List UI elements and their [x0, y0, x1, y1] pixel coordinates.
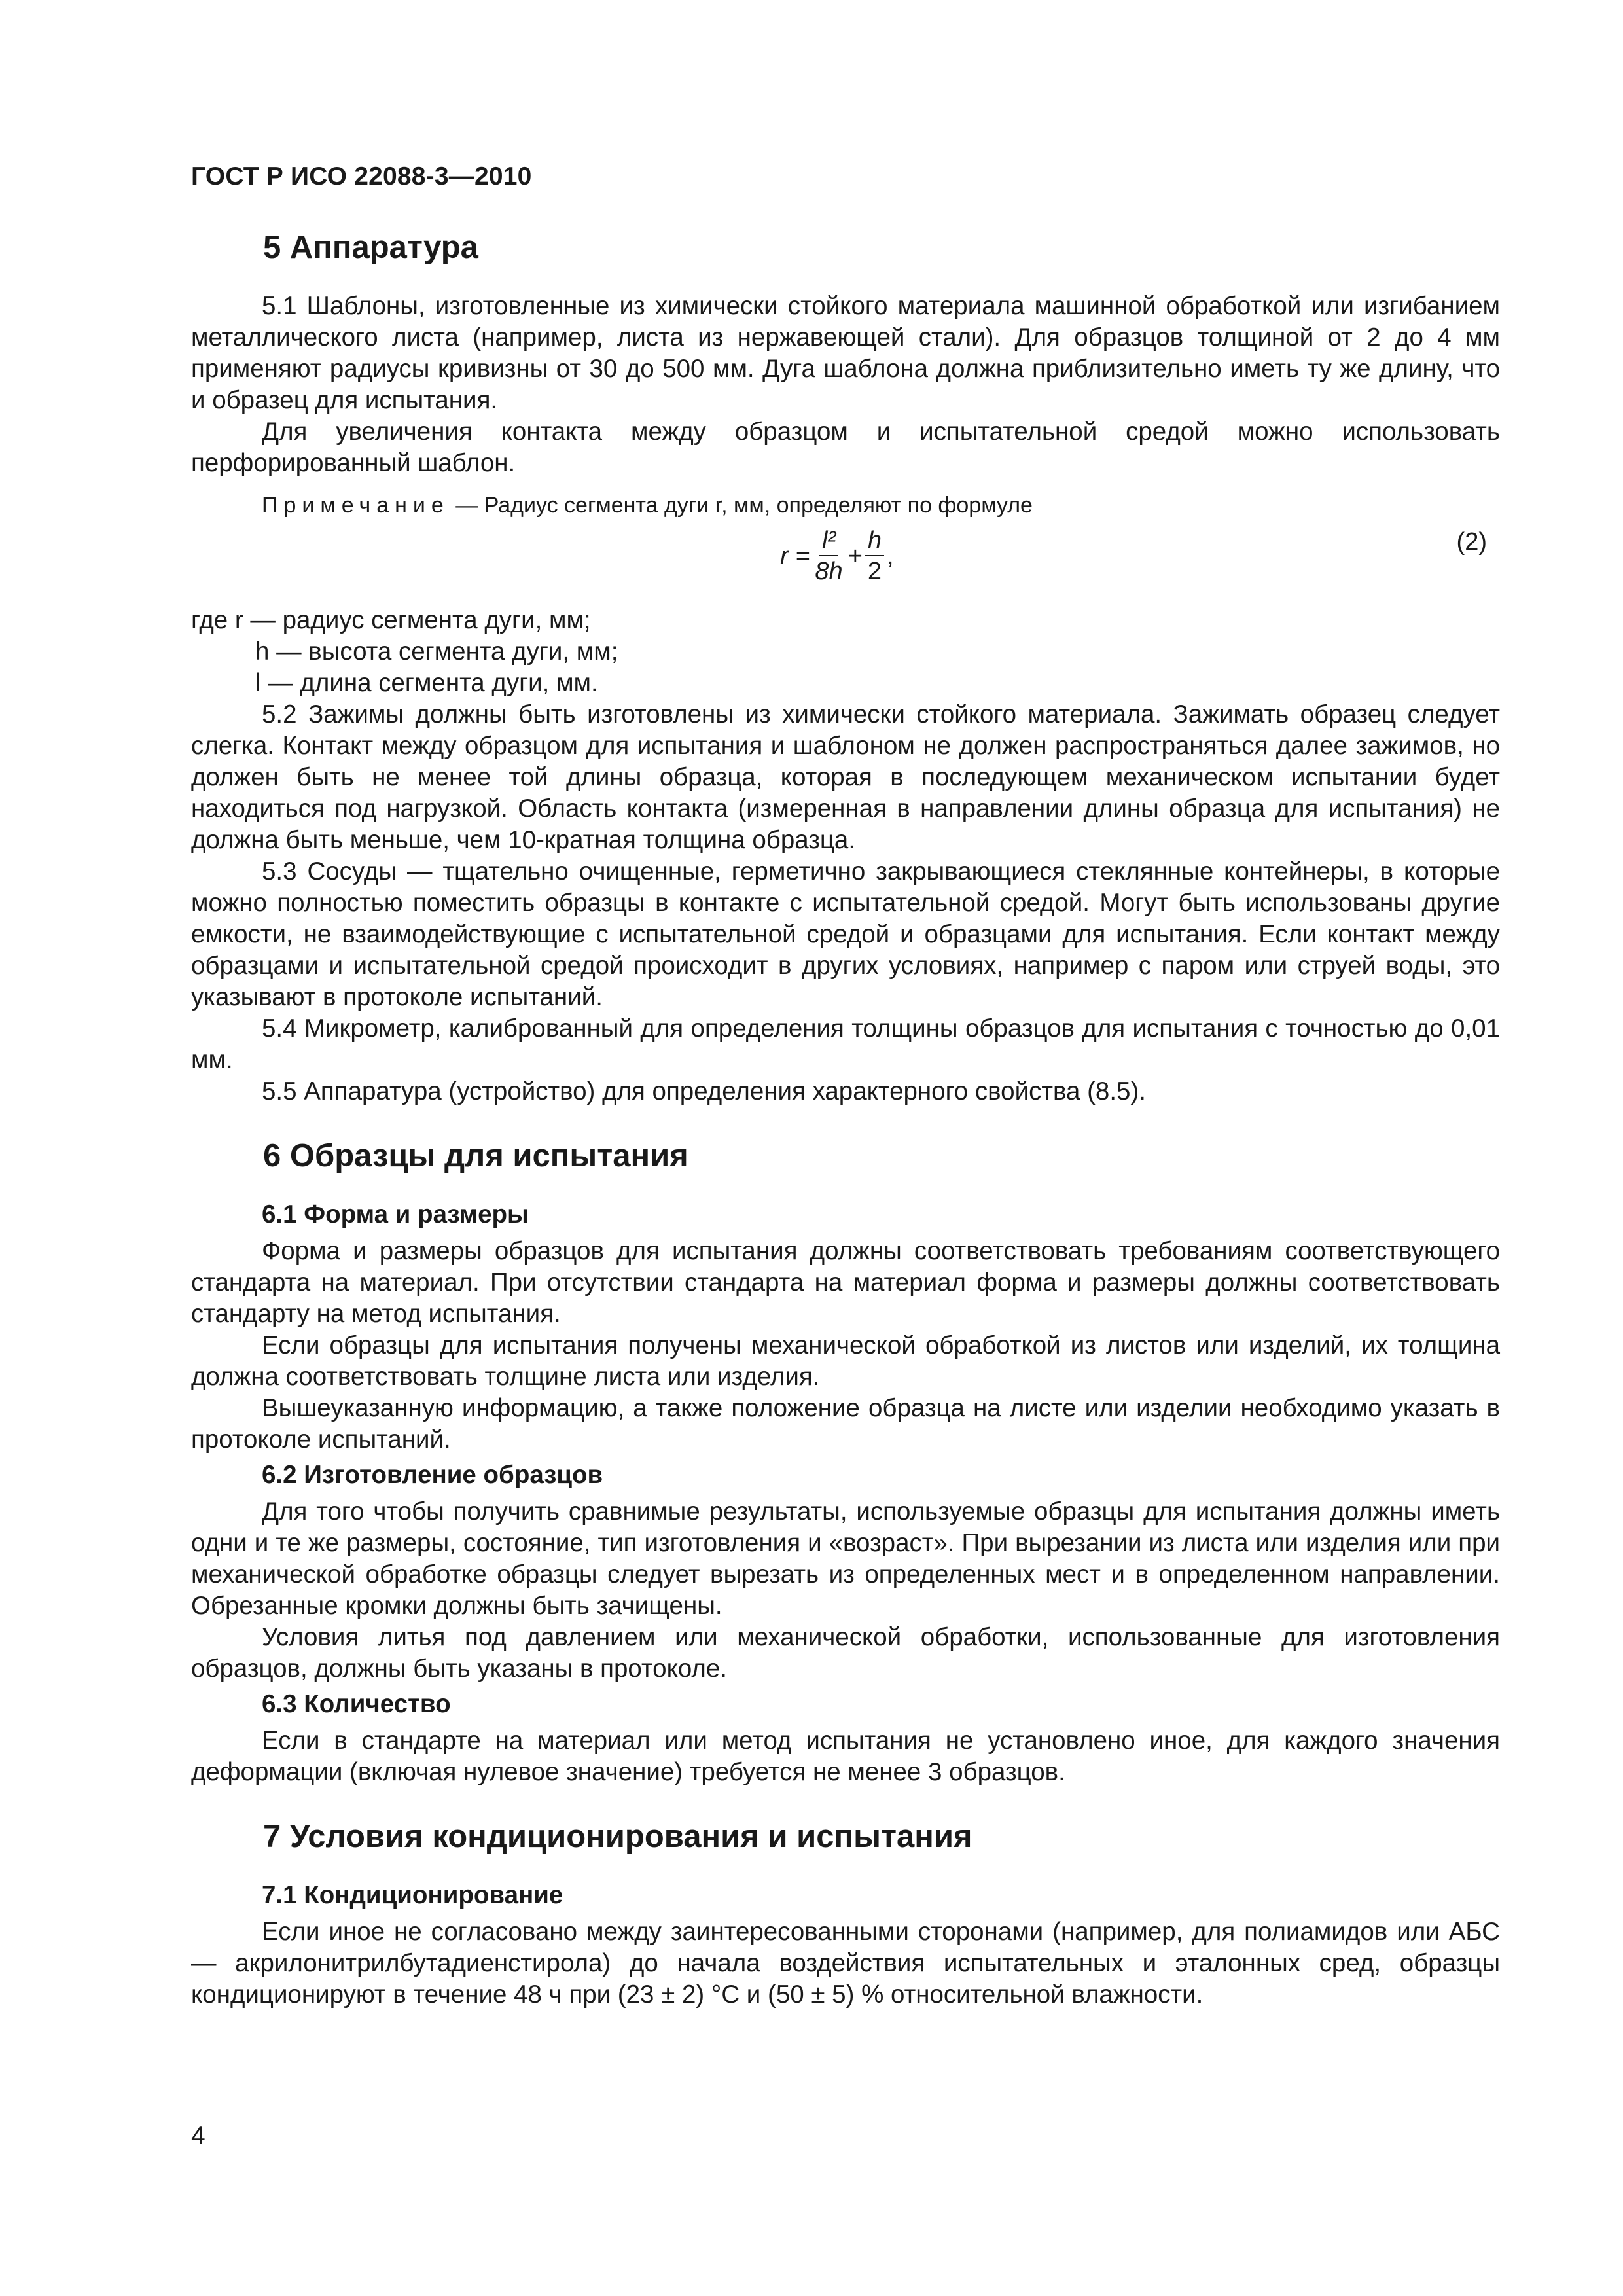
- formula-lhs: r =: [780, 543, 810, 570]
- spacer: [191, 1788, 1500, 1817]
- where-line: l — длина сегмента дуги, мм.: [255, 669, 598, 697]
- section-5-heading: 5 Аппаратура: [263, 230, 478, 265]
- paragraph-6-2-a: Для того чтобы получить сравнимые результаты, используемые образцы для испытания должны иметь одни и те же размеры, состояние, тип изготовления и «возраст». При вырезании из листа или изделия или при механической обработке образцы следует вырезать из определенных мест и в определенном направлении. Обрезанные кромки должны быть зачищены.: [191, 1498, 1500, 1620]
- formula-plus: +: [847, 543, 863, 570]
- where-line: h — высота сегмента дуги, мм;: [255, 637, 618, 666]
- paragraph-5-1: 5.1 Шаблоны, изготовленные из химически стойкого материала машинной обработкой или изгибанием металлического листа (например, листа из нержавеющей стали). Для образцов толщиной от 2 до 4 мм применяют радиусы кривизны от 30 до 500 мм. Дуга шаблона должна приблизительно иметь ту же длину, что и образец для испытания.: [191, 292, 1500, 414]
- paragraph-6-1-a: Форма и размеры образцов для испытания должны соответствовать требованиям соответствующего стандарта на материал. При отсутствии стандарта на материал форма и размеры должны соответствовать стандарту на метод испытания.: [191, 1237, 1500, 1328]
- section-7-heading: 7 Условия кондиционирования и испытания: [263, 1819, 972, 1854]
- subsection-6-1-heading: 6.1 Форма и размеры: [262, 1200, 529, 1229]
- subsection-6-3-heading: 6.3 Количество: [262, 1690, 451, 1718]
- subsection-6-2-heading: 6.2 Изготовление образцов: [262, 1461, 603, 1489]
- paragraph-5-1-perforated: Для увеличения контакта между образцом и испытательной средой можно использовать перфорированный шаблон.: [191, 418, 1500, 477]
- paragraph-6-1-b: Если образцы для испытания получены механической обработкой из листов или изделий, их толщина должна соответствовать толщине листа или изделия.: [191, 1331, 1500, 1391]
- paragraph-6-1-c: Вышеуказанную информацию, а также положение образца на листе или изделии необходимо указать в протоколе испытаний.: [191, 1394, 1500, 1454]
- fraction-l2-8h: [812, 526, 845, 586]
- fraction-denominator: 8h: [815, 558, 843, 585]
- note: [191, 491, 1500, 520]
- formula-block: [191, 522, 1500, 596]
- paragraph-5-3: 5.3 Сосуды — тщательно очищенные, герметично закрывающиеся стеклянные контейнеры, в которые можно полностью поместить образцы в контакте с испытательной средой. Могут быть использованы другие емкости, не взаимодействующие с испытательной средой и образцами для испытания. Если контакт между образцами и испытательной средой происходит в других условиях, например с паром или струей воды, это указывают в протоколе испытаний.: [191, 857, 1500, 1011]
- fraction-denominator: 2: [867, 558, 882, 585]
- spacer: [191, 1107, 1500, 1136]
- equation-number: (2): [1456, 528, 1487, 556]
- subsection-7-1-heading: 7.1 Кондиционирование: [262, 1881, 563, 1909]
- paragraph-6-3: Если в стандарте на материал или метод испытания не установлено иное, для каждого значения деформации (включая нулевое значение) требуется не менее 3 образцов.: [191, 1727, 1500, 1786]
- note-label: Примечание: [262, 493, 450, 518]
- paragraph-6-2-b: Условия литья под давлением или механической обработки, использованные для изготовления образцов, должны быть указаны в протоколе.: [191, 1623, 1500, 1683]
- formula: [780, 526, 894, 586]
- formula-comma: ,: [887, 543, 894, 570]
- document-id: ГОСТ Р ИСО 22088-3—2010: [191, 162, 532, 190]
- paragraph-5-5: 5.5 Аппаратура (устройство) для определения характерного свойства (8.5).: [262, 1077, 1146, 1105]
- note-text: — Радиус сегмента дуги r, мм, определяют по формуле: [449, 493, 1033, 518]
- page-number: 4: [191, 2122, 205, 2150]
- page-content: [191, 228, 1500, 2011]
- paragraph-5-4: 5.4 Микрометр, калиброванный для определения толщины образцов для испытания с точностью до 0,01 мм.: [191, 1014, 1500, 1074]
- paragraph-7-1: Если иное не согласовано между заинтересованными сторонами (например, для полиамидов или АБС — акрилонитрилбутадиенстирола) до начала воздействия испытательных и эталонных сред, образцы кондиционируют в течение 48 ч при (23 ± 2) °С и (50 ± 5) % относительной влажности.: [191, 1918, 1500, 2009]
- where-line: где r — радиус сегмента дуги, мм;: [191, 606, 591, 634]
- section-6-heading: 6 Образцы для испытания: [263, 1138, 688, 1174]
- fraction-h-2: [865, 526, 884, 586]
- fraction-numerator: l²: [819, 526, 838, 556]
- fraction-numerator: h: [865, 526, 884, 556]
- paragraph-5-2: 5.2 Зажимы должны быть изготовлены из химически стойкого материала. Зажимать образец следует слегка. Контакт между образцом для испытания и шаблоном не должен распространяться далее зажимов, но должен быть не менее той длины образца, которая в последующем механическом испытании будет находиться под нагрузкой. Область контакта (измеренная в направлении длины образца для испытания) не должна быть меньше, чем 10-кратная толщина образца.: [191, 700, 1500, 854]
